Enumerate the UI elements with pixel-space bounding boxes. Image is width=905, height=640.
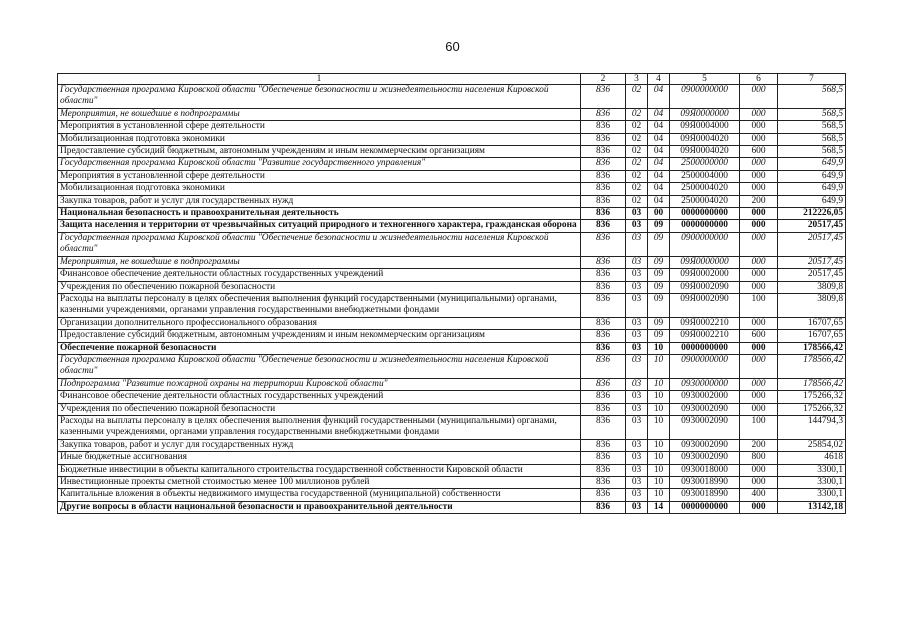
row-expense-type-cell: 400	[740, 489, 778, 501]
row-name-cell: Защита населения и территории от чрезвычайных ситуаций природного и техногенного характера, гражданская оборона	[58, 220, 581, 232]
row-expense-type-cell: 000	[740, 269, 778, 281]
row-name-cell: Иные бюджетные ассигнования	[58, 452, 581, 464]
row-target-article-cell: 0900000000	[670, 85, 740, 109]
row-section-cell: 02	[626, 85, 648, 109]
row-target-article-cell: 09Я0004020	[670, 146, 740, 158]
row-ved-cell: 836	[581, 415, 626, 439]
table-row	[58, 330, 846, 342]
row-amount-cell: 144794,3	[778, 415, 846, 439]
row-ved-cell: 836	[581, 452, 626, 464]
table-row	[58, 108, 846, 120]
table-row	[58, 342, 846, 354]
page-number: 60	[445, 39, 460, 54]
row-subsection-cell: 09	[648, 256, 670, 268]
row-ved-cell: 836	[581, 232, 626, 256]
row-expense-type-cell: 000	[740, 281, 778, 293]
row-expense-type-cell: 200	[740, 439, 778, 451]
row-name-cell: Расходы на выплаты персоналу в целях обеспечения выполнения функций государственными (муниципальными) органами, казенными учреждениями, органами управления государственными внебюджетными фондами	[58, 415, 581, 439]
row-subsection-cell: 09	[648, 293, 670, 317]
row-name-cell: Учреждения по обеспечению пожарной безопасности	[58, 403, 581, 415]
row-target-article-cell: 09Я0002090	[670, 293, 740, 317]
row-ved-cell: 836	[581, 293, 626, 317]
table-row	[58, 354, 846, 378]
row-name-cell: Предоставление субсидий бюджетным, автономным учреждениям и иным некоммерческим организациям	[58, 330, 581, 342]
row-section-cell: 03	[626, 232, 648, 256]
row-amount-cell: 649,9	[778, 195, 846, 207]
row-name-cell: Мероприятия в установленной сфере деятельности	[58, 170, 581, 182]
row-amount-cell: 25854,02	[778, 439, 846, 451]
row-amount-cell: 3300,1	[778, 489, 846, 501]
row-amount-cell: 178566,42	[778, 342, 846, 354]
budget-table	[57, 73, 846, 514]
row-ved-cell: 836	[581, 317, 626, 329]
row-section-cell: 02	[626, 195, 648, 207]
row-section-cell: 03	[626, 415, 648, 439]
row-expense-type-cell: 000	[740, 403, 778, 415]
row-expense-type-cell: 000	[740, 391, 778, 403]
row-name-cell: Закупка товаров, работ и услуг для государственных нужд	[58, 195, 581, 207]
row-section-cell: 03	[626, 378, 648, 390]
row-subsection-cell: 10	[648, 489, 670, 501]
table-row	[58, 220, 846, 232]
column-header: 5	[670, 74, 740, 85]
row-target-article-cell: 09Я0002000	[670, 269, 740, 281]
row-expense-type-cell: 000	[740, 501, 778, 513]
row-amount-cell: 3300,1	[778, 464, 846, 476]
row-section-cell: 03	[626, 477, 648, 489]
row-name-cell: Подпрограмма "Развитие пожарной охраны на территории Кировской области"	[58, 378, 581, 390]
row-subsection-cell: 09	[648, 232, 670, 256]
row-amount-cell: 4618	[778, 452, 846, 464]
row-subsection-cell: 10	[648, 452, 670, 464]
row-section-cell: 02	[626, 146, 648, 158]
row-expense-type-cell: 000	[740, 158, 778, 170]
row-ved-cell: 836	[581, 439, 626, 451]
row-target-article-cell: 09Я0002090	[670, 281, 740, 293]
row-target-article-cell: 2500004020	[670, 195, 740, 207]
row-ved-cell: 836	[581, 391, 626, 403]
row-ved-cell: 836	[581, 121, 626, 133]
row-subsection-cell: 10	[648, 391, 670, 403]
row-amount-cell: 20517,45	[778, 220, 846, 232]
row-amount-cell: 175266,32	[778, 403, 846, 415]
row-name-cell: Закупка товаров, работ и услуг для государственных нужд	[58, 439, 581, 451]
row-ved-cell: 836	[581, 256, 626, 268]
row-name-cell: Предоставление субсидий бюджетным, автономным учреждениям и иным некоммерческим организациям	[58, 146, 581, 158]
row-expense-type-cell: 000	[740, 133, 778, 145]
row-target-article-cell: 09Я0002210	[670, 330, 740, 342]
row-target-article-cell: 09Я0004000	[670, 121, 740, 133]
row-expense-type-cell: 200	[740, 195, 778, 207]
row-amount-cell: 13142,18	[778, 501, 846, 513]
row-expense-type-cell: 000	[740, 256, 778, 268]
table-row	[58, 158, 846, 170]
row-ved-cell: 836	[581, 208, 626, 220]
row-subsection-cell: 10	[648, 439, 670, 451]
row-expense-type-cell: 000	[740, 170, 778, 182]
row-ved-cell: 836	[581, 281, 626, 293]
row-subsection-cell: 10	[648, 342, 670, 354]
row-section-cell: 02	[626, 170, 648, 182]
row-section-cell: 03	[626, 317, 648, 329]
row-amount-cell: 568,5	[778, 85, 846, 109]
row-ved-cell: 836	[581, 108, 626, 120]
row-target-article-cell: 09Я0000000	[670, 108, 740, 120]
row-amount-cell: 568,5	[778, 121, 846, 133]
row-amount-cell: 175266,32	[778, 391, 846, 403]
column-header: 3	[626, 74, 648, 85]
row-ved-cell: 836	[581, 195, 626, 207]
row-subsection-cell: 10	[648, 477, 670, 489]
row-ved-cell: 836	[581, 146, 626, 158]
row-name-cell: Мероприятия, не вошедшие в подпрограммы	[58, 108, 581, 120]
column-header: 6	[740, 74, 778, 85]
row-expense-type-cell: 000	[740, 183, 778, 195]
row-ved-cell: 836	[581, 158, 626, 170]
row-name-cell: Мобилизационная подготовка экономики	[58, 183, 581, 195]
row-subsection-cell: 09	[648, 220, 670, 232]
row-expense-type-cell: 600	[740, 146, 778, 158]
row-target-article-cell: 0900000000	[670, 354, 740, 378]
row-expense-type-cell: 000	[740, 317, 778, 329]
column-header: 1	[58, 74, 581, 85]
row-target-article-cell: 0930000000	[670, 378, 740, 390]
row-ved-cell: 836	[581, 501, 626, 513]
row-target-article-cell: 0930018990	[670, 489, 740, 501]
row-ved-cell: 836	[581, 403, 626, 415]
table-row	[58, 403, 846, 415]
row-name-cell: Государственная программа Кировской области "Обеспечение безопасности и жизнедеятельности населения Кировской области"	[58, 85, 581, 109]
table-row	[58, 121, 846, 133]
row-target-article-cell: 2500004020	[670, 183, 740, 195]
row-amount-cell: 20517,45	[778, 256, 846, 268]
row-subsection-cell: 09	[648, 269, 670, 281]
row-amount-cell: 3300,1	[778, 477, 846, 489]
row-ved-cell: 836	[581, 183, 626, 195]
row-target-article-cell: 0000000000	[670, 342, 740, 354]
row-subsection-cell: 10	[648, 415, 670, 439]
table-row	[58, 208, 846, 220]
row-subsection-cell: 10	[648, 403, 670, 415]
row-expense-type-cell: 000	[740, 220, 778, 232]
row-section-cell: 03	[626, 501, 648, 513]
table-row	[58, 170, 846, 182]
table-row	[58, 415, 846, 439]
row-expense-type-cell: 000	[740, 354, 778, 378]
row-subsection-cell: 10	[648, 354, 670, 378]
row-name-cell: Расходы на выплаты персоналу в целях обеспечения выполнения функций государственными (муниципальными) органами, казенными учреждениями, органами управления государственными внебюджетными фондами	[58, 293, 581, 317]
row-expense-type-cell: 000	[740, 464, 778, 476]
table-row	[58, 195, 846, 207]
row-amount-cell: 20517,45	[778, 269, 846, 281]
row-ved-cell: 836	[581, 354, 626, 378]
table-row	[58, 85, 846, 109]
row-section-cell: 02	[626, 133, 648, 145]
row-amount-cell: 20517,45	[778, 232, 846, 256]
table-row	[58, 317, 846, 329]
row-name-cell: Государственная программа Кировской области "Развитие государственного управления"	[58, 158, 581, 170]
row-section-cell: 03	[626, 330, 648, 342]
row-ved-cell: 836	[581, 133, 626, 145]
row-subsection-cell: 04	[648, 170, 670, 182]
row-expense-type-cell: 600	[740, 330, 778, 342]
row-target-article-cell: 0930002090	[670, 439, 740, 451]
table-row	[58, 183, 846, 195]
row-subsection-cell: 04	[648, 133, 670, 145]
column-header: 4	[648, 74, 670, 85]
table-row	[58, 391, 846, 403]
row-section-cell: 03	[626, 220, 648, 232]
row-expense-type-cell: 000	[740, 121, 778, 133]
row-ved-cell: 836	[581, 330, 626, 342]
row-subsection-cell: 09	[648, 281, 670, 293]
row-expense-type-cell: 000	[740, 232, 778, 256]
row-target-article-cell: 0930002090	[670, 452, 740, 464]
table-row	[58, 477, 846, 489]
row-section-cell: 03	[626, 293, 648, 317]
row-ved-cell: 836	[581, 85, 626, 109]
table-row	[58, 256, 846, 268]
row-subsection-cell: 04	[648, 121, 670, 133]
row-target-article-cell: 09Я0002210	[670, 317, 740, 329]
row-subsection-cell: 04	[648, 146, 670, 158]
row-expense-type-cell: 000	[740, 108, 778, 120]
table-row	[58, 501, 846, 513]
row-subsection-cell: 10	[648, 464, 670, 476]
row-section-cell: 02	[626, 183, 648, 195]
row-amount-cell: 178566,42	[778, 354, 846, 378]
row-name-cell: Инвестиционные проекты сметной стоимостью менее 100 миллионов рублей	[58, 477, 581, 489]
row-amount-cell: 3809,8	[778, 281, 846, 293]
row-name-cell: Финансовое обеспечение деятельности областных государственных учреждений	[58, 269, 581, 281]
row-subsection-cell: 04	[648, 158, 670, 170]
row-ved-cell: 836	[581, 269, 626, 281]
row-ved-cell: 836	[581, 489, 626, 501]
row-section-cell: 02	[626, 158, 648, 170]
table-row	[58, 452, 846, 464]
row-expense-type-cell: 000	[740, 477, 778, 489]
row-amount-cell: 178566,42	[778, 378, 846, 390]
row-target-article-cell: 0930002000	[670, 391, 740, 403]
row-expense-type-cell: 800	[740, 452, 778, 464]
row-amount-cell: 649,9	[778, 170, 846, 182]
column-header-row	[58, 74, 846, 85]
row-expense-type-cell: 000	[740, 208, 778, 220]
row-name-cell: Мероприятия, не вошедшие в подпрограммы	[58, 256, 581, 268]
row-name-cell: Организации дополнительного профессионального образования	[58, 317, 581, 329]
row-name-cell: Бюджетные инвестиции в объекты капитального строительства государственной собственности Кировской области	[58, 464, 581, 476]
row-section-cell: 03	[626, 439, 648, 451]
row-subsection-cell: 09	[648, 317, 670, 329]
row-ved-cell: 836	[581, 477, 626, 489]
row-target-article-cell: 0000000000	[670, 501, 740, 513]
row-amount-cell: 649,9	[778, 183, 846, 195]
row-target-article-cell: 2500004000	[670, 170, 740, 182]
table-row	[58, 133, 846, 145]
row-section-cell: 03	[626, 452, 648, 464]
row-amount-cell: 16707,65	[778, 317, 846, 329]
table-row	[58, 378, 846, 390]
column-header: 2	[581, 74, 626, 85]
row-subsection-cell: 00	[648, 208, 670, 220]
row-ved-cell: 836	[581, 220, 626, 232]
table-row	[58, 146, 846, 158]
row-amount-cell: 3809,8	[778, 293, 846, 317]
column-header: 7	[778, 74, 846, 85]
row-expense-type-cell: 100	[740, 293, 778, 317]
row-name-cell: Государственная программа Кировской области "Обеспечение безопасности и жизнедеятельности населения Кировской области"	[58, 354, 581, 378]
row-expense-type-cell: 000	[740, 85, 778, 109]
row-subsection-cell: 04	[648, 183, 670, 195]
row-section-cell: 03	[626, 208, 648, 220]
row-section-cell: 03	[626, 464, 648, 476]
row-section-cell: 03	[626, 256, 648, 268]
row-target-article-cell: 0930018000	[670, 464, 740, 476]
row-section-cell: 03	[626, 281, 648, 293]
row-target-article-cell: 0000000000	[670, 220, 740, 232]
row-ved-cell: 836	[581, 170, 626, 182]
row-target-article-cell: 0930018990	[670, 477, 740, 489]
row-section-cell: 03	[626, 489, 648, 501]
row-target-article-cell: 09Я0000000	[670, 256, 740, 268]
row-amount-cell: 649,9	[778, 158, 846, 170]
table-row	[58, 439, 846, 451]
table-row	[58, 489, 846, 501]
row-name-cell: Другие вопросы в области национальной безопасности и правоохранительной деятельности	[58, 501, 581, 513]
row-name-cell: Финансовое обеспечение деятельности областных государственных учреждений	[58, 391, 581, 403]
table-row	[58, 464, 846, 476]
row-section-cell: 02	[626, 121, 648, 133]
row-subsection-cell: 04	[648, 108, 670, 120]
row-target-article-cell: 0930002090	[670, 415, 740, 439]
row-subsection-cell: 09	[648, 330, 670, 342]
row-target-article-cell: 0930002090	[670, 403, 740, 415]
row-section-cell: 03	[626, 269, 648, 281]
row-amount-cell: 568,5	[778, 133, 846, 145]
row-name-cell: Капитальные вложения в объекты недвижимого имущества государственной (муниципальной) собственности	[58, 489, 581, 501]
row-amount-cell: 212226,05	[778, 208, 846, 220]
row-section-cell: 03	[626, 354, 648, 378]
row-name-cell: Мобилизационная подготовка экономики	[58, 133, 581, 145]
row-subsection-cell: 14	[648, 501, 670, 513]
row-subsection-cell: 10	[648, 378, 670, 390]
row-target-article-cell: 0000000000	[670, 208, 740, 220]
row-target-article-cell: 2500000000	[670, 158, 740, 170]
row-subsection-cell: 04	[648, 195, 670, 207]
row-amount-cell: 568,5	[778, 146, 846, 158]
row-name-cell: Обеспечение пожарной безопасности	[58, 342, 581, 354]
row-section-cell: 03	[626, 342, 648, 354]
row-name-cell: Государственная программа Кировской области "Обеспечение безопасности и жизнедеятельности населения Кировской области"	[58, 232, 581, 256]
table-row	[58, 269, 846, 281]
row-name-cell: Национальная безопасность и правоохранительная деятельность	[58, 208, 581, 220]
row-amount-cell: 568,5	[778, 108, 846, 120]
row-name-cell: Мероприятия в установленной сфере деятельности	[58, 121, 581, 133]
row-ved-cell: 836	[581, 378, 626, 390]
row-expense-type-cell: 100	[740, 415, 778, 439]
row-section-cell: 02	[626, 108, 648, 120]
row-ved-cell: 836	[581, 342, 626, 354]
row-section-cell: 03	[626, 403, 648, 415]
row-expense-type-cell: 000	[740, 342, 778, 354]
table-row	[58, 293, 846, 317]
table-row	[58, 232, 846, 256]
row-name-cell: Учреждения по обеспечению пожарной безопасности	[58, 281, 581, 293]
row-ved-cell: 836	[581, 464, 626, 476]
row-subsection-cell: 04	[648, 85, 670, 109]
row-amount-cell: 16707,65	[778, 330, 846, 342]
table-row	[58, 281, 846, 293]
row-target-article-cell: 09Я0004020	[670, 133, 740, 145]
row-section-cell: 03	[626, 391, 648, 403]
row-target-article-cell: 0900000000	[670, 232, 740, 256]
row-expense-type-cell: 000	[740, 378, 778, 390]
